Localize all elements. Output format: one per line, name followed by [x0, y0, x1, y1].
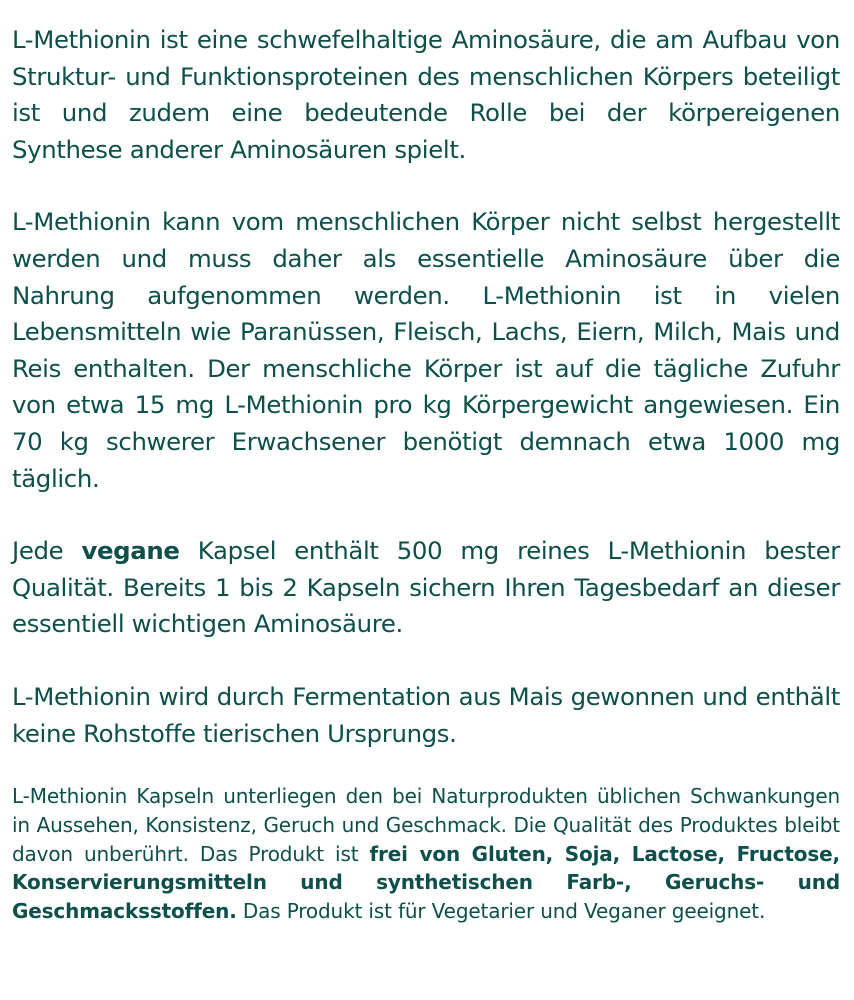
product-description: [12, 22, 840, 926]
paragraph-capsule: [12, 533, 840, 643]
disclaimer-text-end: Das Produkt ist für Vegetarier und Veganer geeignet.: [236, 899, 766, 924]
paragraph-intro: L-Methionin ist eine schwefelhaltige Aminosäure, die am Aufbau von Struktur- und Funktionsproteinen des menschlichen Körpers beteiligt ist und zudem eine bedeutende Rolle bei der körpereigenen Synthese anderer Aminosäuren spielt.: [12, 25, 840, 164]
disclaimer-text-start: L-Methionin Kapseln unterliegen den bei Naturprodukten üblichen Schwankungen in Aussehen, Konsistenz, Geruch und Geschmack. Die Qualität des Produktes bleibt davon unberührt. Das Produkt ist: [12, 784, 840, 866]
paragraph-origin: L-Methionin wird durch Fermentation aus Mais gewonnen und enthält keine Rohstoffe tierischen Ursprungs.: [12, 681, 840, 748]
capsule-text-start: Jede: [12, 536, 82, 566]
free-from-highlight: frei von Gluten, Soja, Lactose, Fructose, Konservierungsmitteln und synthetischen Farb-, Geruchs- und Geschmacksstoffen.: [12, 841, 840, 924]
paragraph-nutrition: L-Methionin kann vom menschlichen Körper nicht selbst hergestellt werden und muss daher als essentielle Aminosäure über die Nahrung aufgenommen werden. L-Methionin ist in vielen Lebensmitteln wie Paranüssen, Fleisch, Lachs, Eiern, Milch, Mais und Reis enthalten. Der menschliche Körper ist auf die tägliche Zufuhr von etwa 15 mg L-Methionin pro kg Körpergewicht angewiesen. Ein 70 kg schwerer Erwachsener benötigt demnach etwa 1000 mg täglich.: [12, 207, 840, 493]
paragraph-disclaimer: [12, 782, 840, 926]
capsule-text-end: Kapsel enthält 500 mg reines L-Methionin bester Qualität. Bereits 1 bis 2 Kapseln sichern Ihren Tagesbedarf an dieser essentiell wichtigen Aminosäure.: [12, 536, 840, 639]
vegan-highlight: vegane: [81, 536, 180, 566]
